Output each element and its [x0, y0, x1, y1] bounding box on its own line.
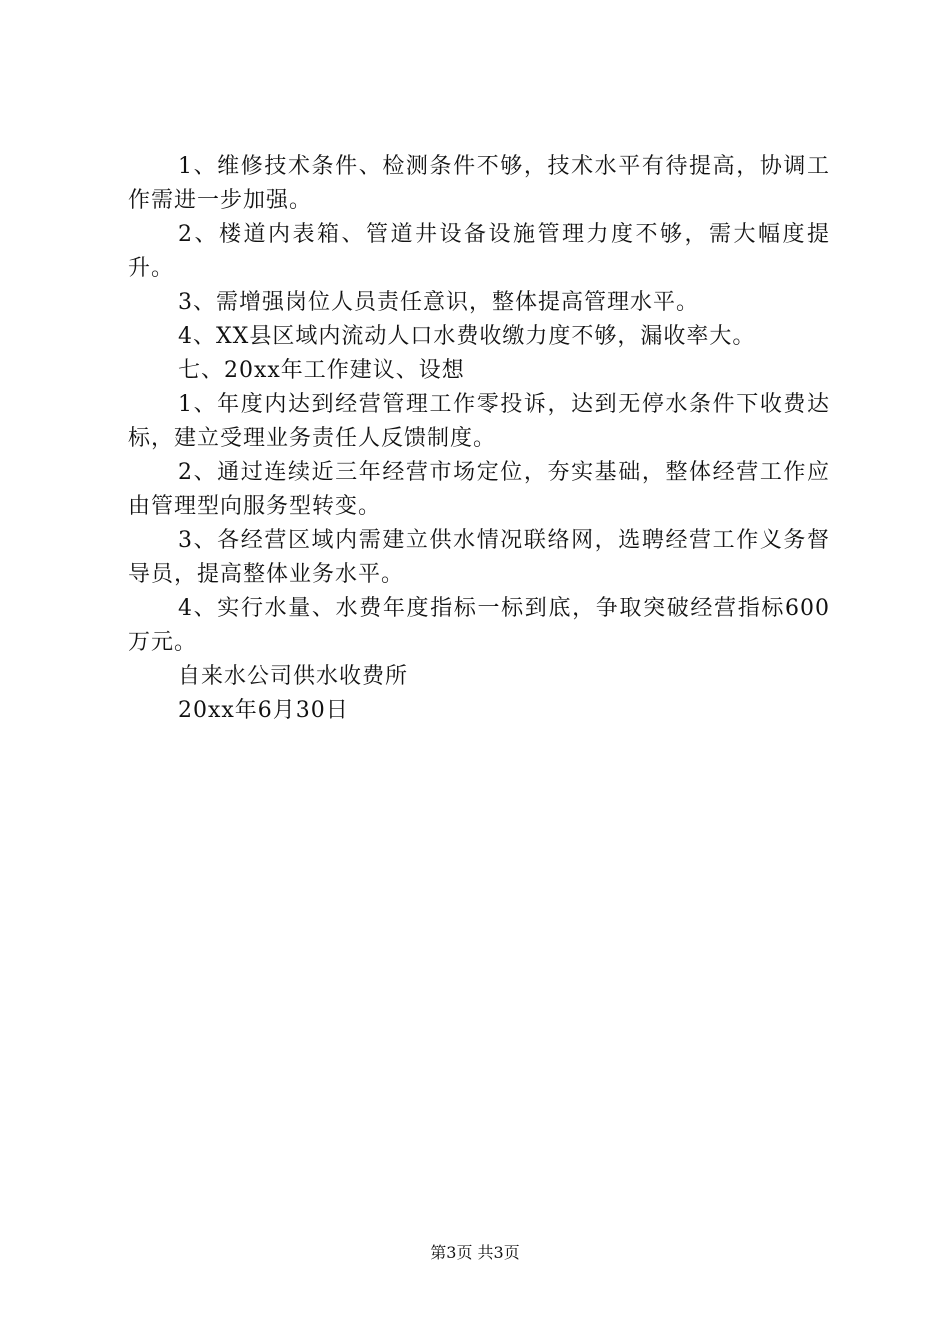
- page-footer: 第3页 共3页: [430, 1243, 520, 1262]
- suggestion-item-2: 2、通过连续近三年经营市场定位，夯实基础，整体经营工作应由管理型向服务型转变。: [128, 460, 830, 519]
- issue-item-3: 3、需增强岗位人员责任意识，整体提高管理水平。: [178, 290, 699, 315]
- section-heading: 七、20xx年工作建议、设想: [178, 358, 465, 383]
- suggestion-item-4: 4、实行水量、水费年度指标一标到底，争取突破经营指标600万元。: [128, 596, 830, 655]
- signature-organization: 自来水公司供水收费所: [178, 664, 409, 689]
- document-body: [128, 150, 830, 728]
- issue-item-1: 1、维修技术条件、检测条件不够，技术水平有待提高，协调工作需进一步加强。: [128, 154, 830, 213]
- suggestion-item-3: 3、各经营区域内需建立供水情况联络网，选聘经营工作义务督导员，提高整体业务水平。: [128, 528, 830, 587]
- suggestion-item-1: 1、年度内达到经营管理工作零投诉，达到无停水条件下收费达标，建立受理业务责任人反馈制度。: [128, 392, 830, 451]
- issue-item-4: 4、XX县区域内流动人口水费收缴力度不够，漏收率大。: [178, 324, 756, 349]
- signature-date: 20xx年6月30日: [178, 698, 349, 723]
- issue-item-2: 2、楼道内表箱、管道井设备设施管理力度不够，需大幅度提升。: [128, 222, 830, 281]
